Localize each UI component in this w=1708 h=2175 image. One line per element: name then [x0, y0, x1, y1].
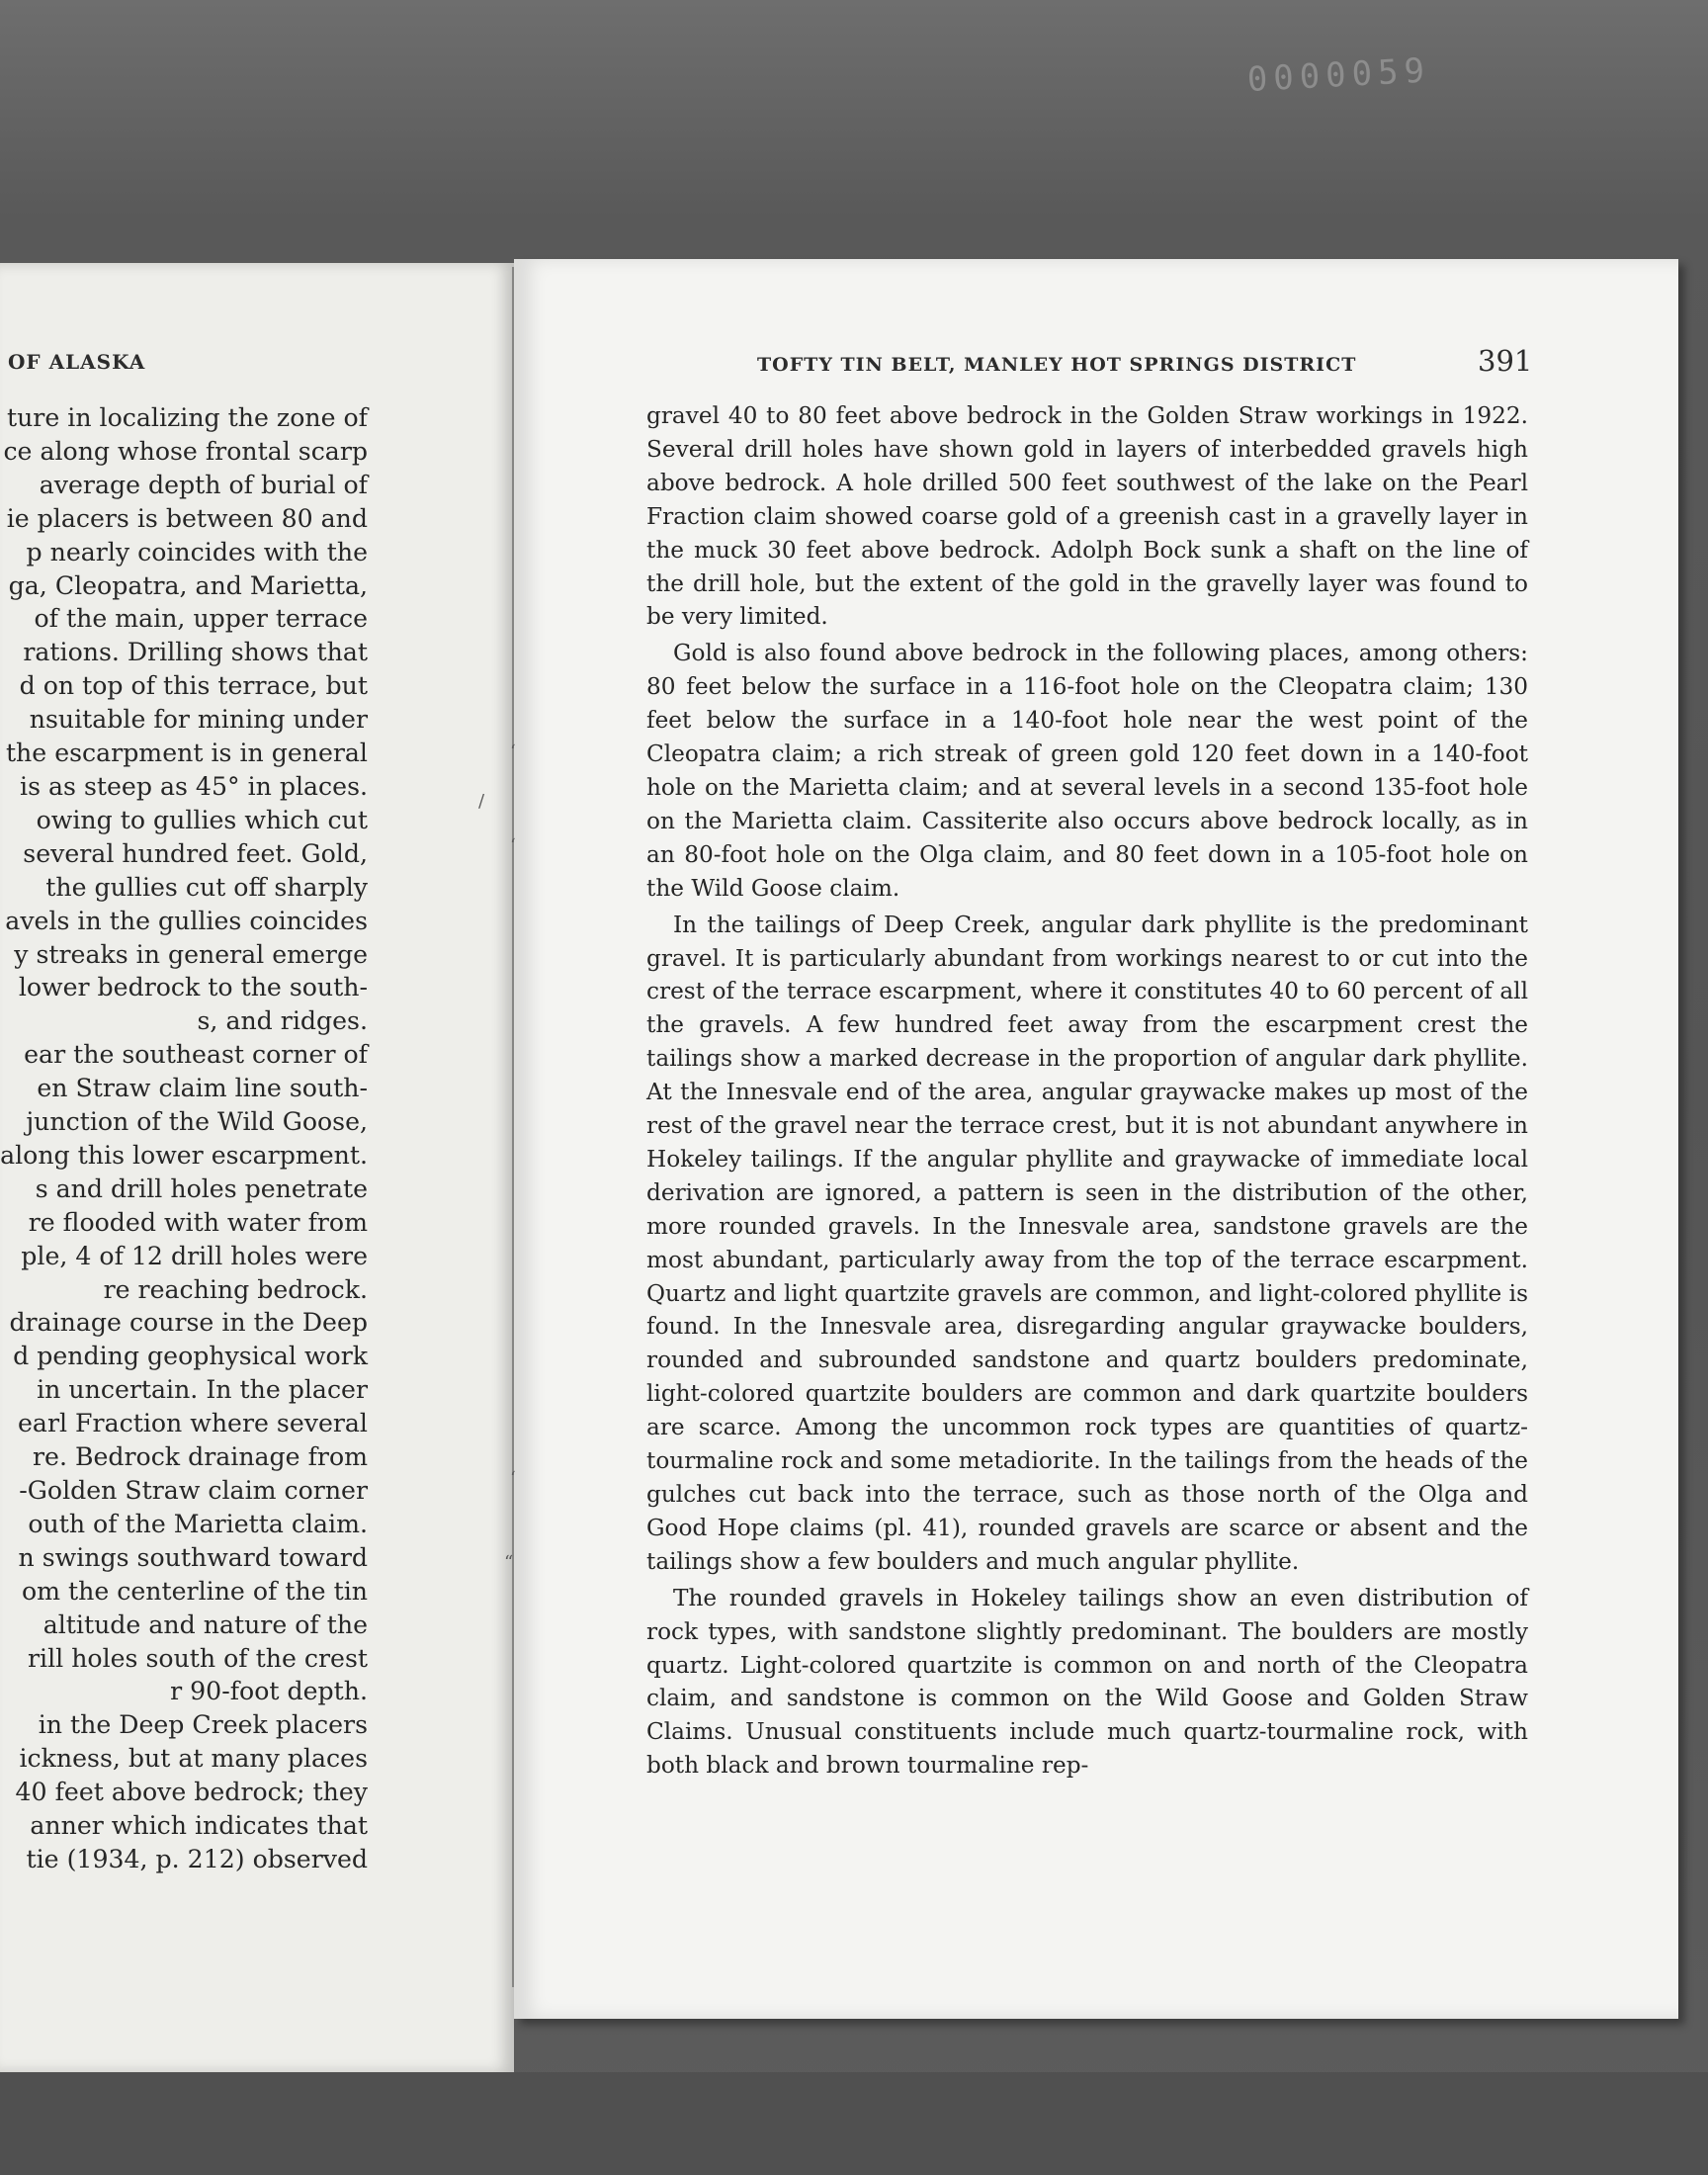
- left-page-line: re. Bedrock drainage from: [33, 1442, 368, 1472]
- body-text: [646, 399, 1528, 1785]
- paragraph: Gold is also found above bedrock in the following places, among others: 80 feet below the surface in a 116-foot hole on the Cleopatra claim; 130 feet below the surface in a 140-foot hole near the west point of the Cleopatra claim; a rich streak of green gold 120 feet down in a 140-foot hole on the Marietta claim; and at several levels in a second 135-foot hole on the Marietta claim. Cassiterite also occurs above bedrock locally, as in an 80-foot hole on the Olga claim, and 80 feet down in a 105-foot hole on the Wild Goose claim.: [646, 640, 1528, 902]
- left-page-line: 40 feet above bedrock; they: [15, 1778, 368, 1807]
- left-page-line: of the main, upper terrace: [34, 604, 368, 634]
- left-page-line: re flooded with water from: [28, 1207, 368, 1237]
- left-page-line: is as steep as 45° in places.: [20, 771, 368, 801]
- left-page-line: d on top of this terrace, but: [19, 671, 368, 701]
- left-page-line: re reaching bedrock.: [103, 1274, 368, 1304]
- left-page-line: ga, Cleopatra, and Marietta,: [8, 570, 368, 600]
- left-page-line: drainage course in the Deep: [9, 1308, 368, 1338]
- left-page-line: om the centerline of the tin: [21, 1576, 368, 1606]
- left-page-line: in uncertain. In the placer: [37, 1375, 368, 1405]
- left-page-line: p nearly coincides with the: [26, 537, 368, 566]
- left-page-line: lower bedrock to the south-: [18, 973, 368, 1002]
- left-page-line: nsuitable for mining under: [29, 705, 368, 735]
- paragraph: gravel 40 to 80 feet above bedrock in the Golden Straw workings in 1922. Several drill holes have shown gold in layers of interbedded gravels high above bedrock. A hole drilled 500 feet southwest of the lake on the Pearl Fraction claim showed coarse gold of a greenish cast in a gravelly layer in the muck 30 feet above bedrock. Adolph Bock sunk a shaft on the line of the drill hole, but the extent of the gold in the gravelly layer was found to be very limited.: [646, 402, 1528, 631]
- margin-mark: /: [478, 791, 485, 812]
- left-page-line: ture in localizing the zone of: [6, 403, 368, 432]
- left-page-line: ple, 4 of 12 drill holes were: [21, 1241, 368, 1270]
- left-page-line: in the Deep Creek placers: [38, 1710, 368, 1740]
- left-page-line: -Golden Straw claim corner: [19, 1476, 368, 1505]
- left-page-line: average depth of burial of: [39, 470, 368, 499]
- left-page-line: d pending geophysical work: [13, 1342, 368, 1371]
- left-page-line: avels in the gullies coincides: [5, 906, 368, 935]
- left-page-line: earl Fraction where several: [18, 1409, 368, 1438]
- left-page-line: owing to gullies which cut: [36, 805, 368, 834]
- left-page-line: rill holes south of the crest: [27, 1643, 368, 1673]
- right-page: [514, 259, 1678, 2019]
- left-page-line: ear the southeast corner of: [24, 1040, 368, 1070]
- left-page-line: several hundred feet. Gold,: [23, 838, 368, 868]
- scan-bottom-band: [0, 2072, 1708, 2175]
- left-page-line: tie (1934, p. 212) observed: [26, 1844, 368, 1873]
- left-page-line: y streaks in general emerge: [14, 939, 368, 969]
- left-page-line: outh of the Marietta claim.: [28, 1509, 368, 1538]
- left-running-head: OF ALASKA: [8, 350, 146, 374]
- right-running-head: TOFTY TIN BELT, MANLEY HOT SPRINGS DISTRICT: [757, 354, 1357, 376]
- left-page-line: s and drill holes penetrate: [35, 1174, 368, 1203]
- left-page-line: n swings southward toward: [18, 1542, 368, 1572]
- left-page-line: rations. Drilling shows that: [23, 638, 368, 667]
- left-page-line: ie placers is between 80 and: [6, 503, 368, 533]
- margin-mark: “: [504, 1552, 514, 1573]
- page-number: 391: [1478, 344, 1533, 378]
- left-page-line: the escarpment is in general: [5, 739, 368, 768]
- left-page-line: ickness, but at many places: [19, 1744, 368, 1774]
- margin-mark: ‘: [510, 1468, 516, 1489]
- left-page-line: s, and ridges.: [197, 1006, 368, 1036]
- left-page-line: anner which indicates that: [30, 1811, 368, 1841]
- left-page-line: the gullies cut off sharply: [45, 872, 368, 902]
- left-page-line: junction of the Wild Goose,: [26, 1107, 368, 1137]
- left-page-line: along this lower escarpment.: [0, 1140, 368, 1170]
- left-page-text: [0, 401, 368, 1876]
- paragraph: In the tailings of Deep Creek, angular dark phyllite is the predominant gravel. It is particularly abundant from workings nearest to or cut into the crest of the terrace escarpment, where it constitutes 40 to 60 percent of all the gravels. A few hundred feet away from the escarpment crest the tailings show a marked decrease in the proportion of angular dark phyllite. At the Innesvale end of the area, angular graywacke makes up most of the rest of the gravel near the terrace crest, but it is not abundant anywhere in Hokeley tailings. If the angular phyllite and graywacke of immediate local derivation are ignored, a pattern is seen in the distribution of the other, more rounded gravels. In the Innesvale area, sandstone gravels are the most abundant, particularly away from the top of the terrace escarpment. Quartz and light quartzite gravels are common, and light-colored phyllite is found. In the Innesvale area, disregarding angular graywacke boulders, rounded and subrounded sandstone and quartz boulders predominate, light-colored quartzite boulders are common and dark quartzite boulders are scarce. Among the uncommon rock types are quantities of quartz-tourmaline rock and some metadiorite. In the tailings from the heads of the gulches cut back into the terrace, such as those north of the Olga and Good Hope claims (pl. 41), rounded gravels are scarce or absent and the tailings show a few boulders and much angular phyllite.: [646, 911, 1528, 1575]
- margin-mark: ‘: [510, 741, 516, 762]
- left-page-line: en Straw claim line south-: [37, 1074, 368, 1103]
- left-page: [0, 263, 514, 2072]
- margin-mark: ‘: [510, 835, 516, 856]
- paragraph: The rounded gravels in Hokeley tailings show an even distribution of rock types, with sandstone slightly predominant. The boulders are mostly quartz. Light-colored quartzite is common on and north of the Cleopatra claim, and sandstone is common on the Wild Goose and Golden Straw Claims. Unusual constituents include much quartz-tourmaline rock, with both black and brown tourmaline rep-: [646, 1584, 1528, 1780]
- archive-stamp: 0000059: [1245, 50, 1431, 100]
- left-page-line: altitude and nature of the: [43, 1610, 368, 1639]
- left-page-line: r 90-foot depth.: [170, 1677, 368, 1706]
- left-page-line: ce along whose frontal scarp: [3, 436, 368, 466]
